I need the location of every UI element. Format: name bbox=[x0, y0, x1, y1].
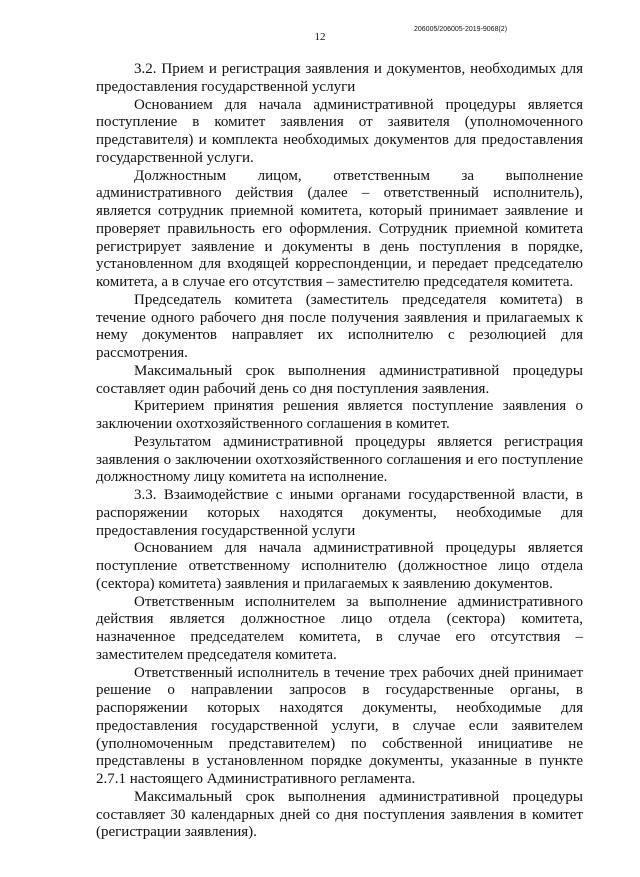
page-number: 12 bbox=[314, 31, 326, 43]
document-id: 206005/206005-2019-9068(2) bbox=[414, 26, 508, 33]
paragraph: Председатель комитета (заместитель председателя комитета) в течение одного рабочего дня после получения заявления и прилагаемых к нему документов направляет их исполнителю с резолюцией для рассмотрения. bbox=[96, 291, 583, 361]
paragraph: Ответственным исполнителем за выполнение административного действия является должностное лицо отдела (сектора) комитета, назначенное председателем комитета, в случае его отсутствия – заместителем председателя комитета. bbox=[96, 593, 583, 663]
paragraph: Основанием для начала административной процедуры является поступление в комитет заявления от заявителя (уполномоченного представителя) и комплекта необходимых документов для предоставления государственной услуги. bbox=[96, 96, 583, 166]
paragraph: Ответственный исполнитель в течение трех рабочих дней принимает решение о направлении запросов в государственные органы, в распоряжении которых находятся документы, необходимые для предоставления государственной услуги, в случае если заявителем (уполномоченным представителем) по собственной инициативе не представлены в установленном порядке документы, указанные в пункте 2.7.1 настоящего Административного регламента. bbox=[96, 664, 583, 787]
document-body bbox=[96, 61, 583, 842]
paragraph: Результатом административной процедуры является регистрация заявления о заключении охотхозяйственного соглашения и его поступление должностному лицу комитета на исполнение. bbox=[96, 433, 583, 486]
section-heading-3-2: 3.2. Прием и регистрация заявления и документов, необходимых для предоставления государственной услуги bbox=[96, 61, 583, 95]
paragraph: Основанием для начала административной процедуры является поступление ответственному исполнителю (должностное лицо отдела (сектора) комитета) заявления и прилагаемых к заявлению документов. bbox=[96, 540, 583, 592]
paragraph: Максимальный срок выполнения административной процедуры составляет один рабочий день со дня поступления заявления. bbox=[96, 362, 583, 397]
paragraph: Критерием принятия решения является поступление заявления о заключении охотхозяйственного соглашения в комитет. bbox=[96, 398, 583, 432]
paragraph: Максимальный срок выполнения административной процедуры составляет 30 календарных дней со дня поступления заявления в комитет (регистрации заявления). bbox=[96, 788, 583, 841]
section-heading-3-3: 3.3. Взаимодействие с иными органами государственной власти, в распоряжении которых находятся документы, необходимые для предоставления государственной услуги bbox=[96, 487, 583, 539]
paragraph: Должностным лицом, ответственным за выполнение административного действия (далее – ответственный исполнитель), является сотрудник приемной комитета, который принимает заявление и проверяет правильность его оформления. Сотрудник приемной комитета регистрирует заявление и документы в день поступления в порядке, установленном для входящей корреспонденции, и передает председателю комитета, а в случае его отсутствия – заместителю председателя комитета. bbox=[96, 167, 583, 290]
